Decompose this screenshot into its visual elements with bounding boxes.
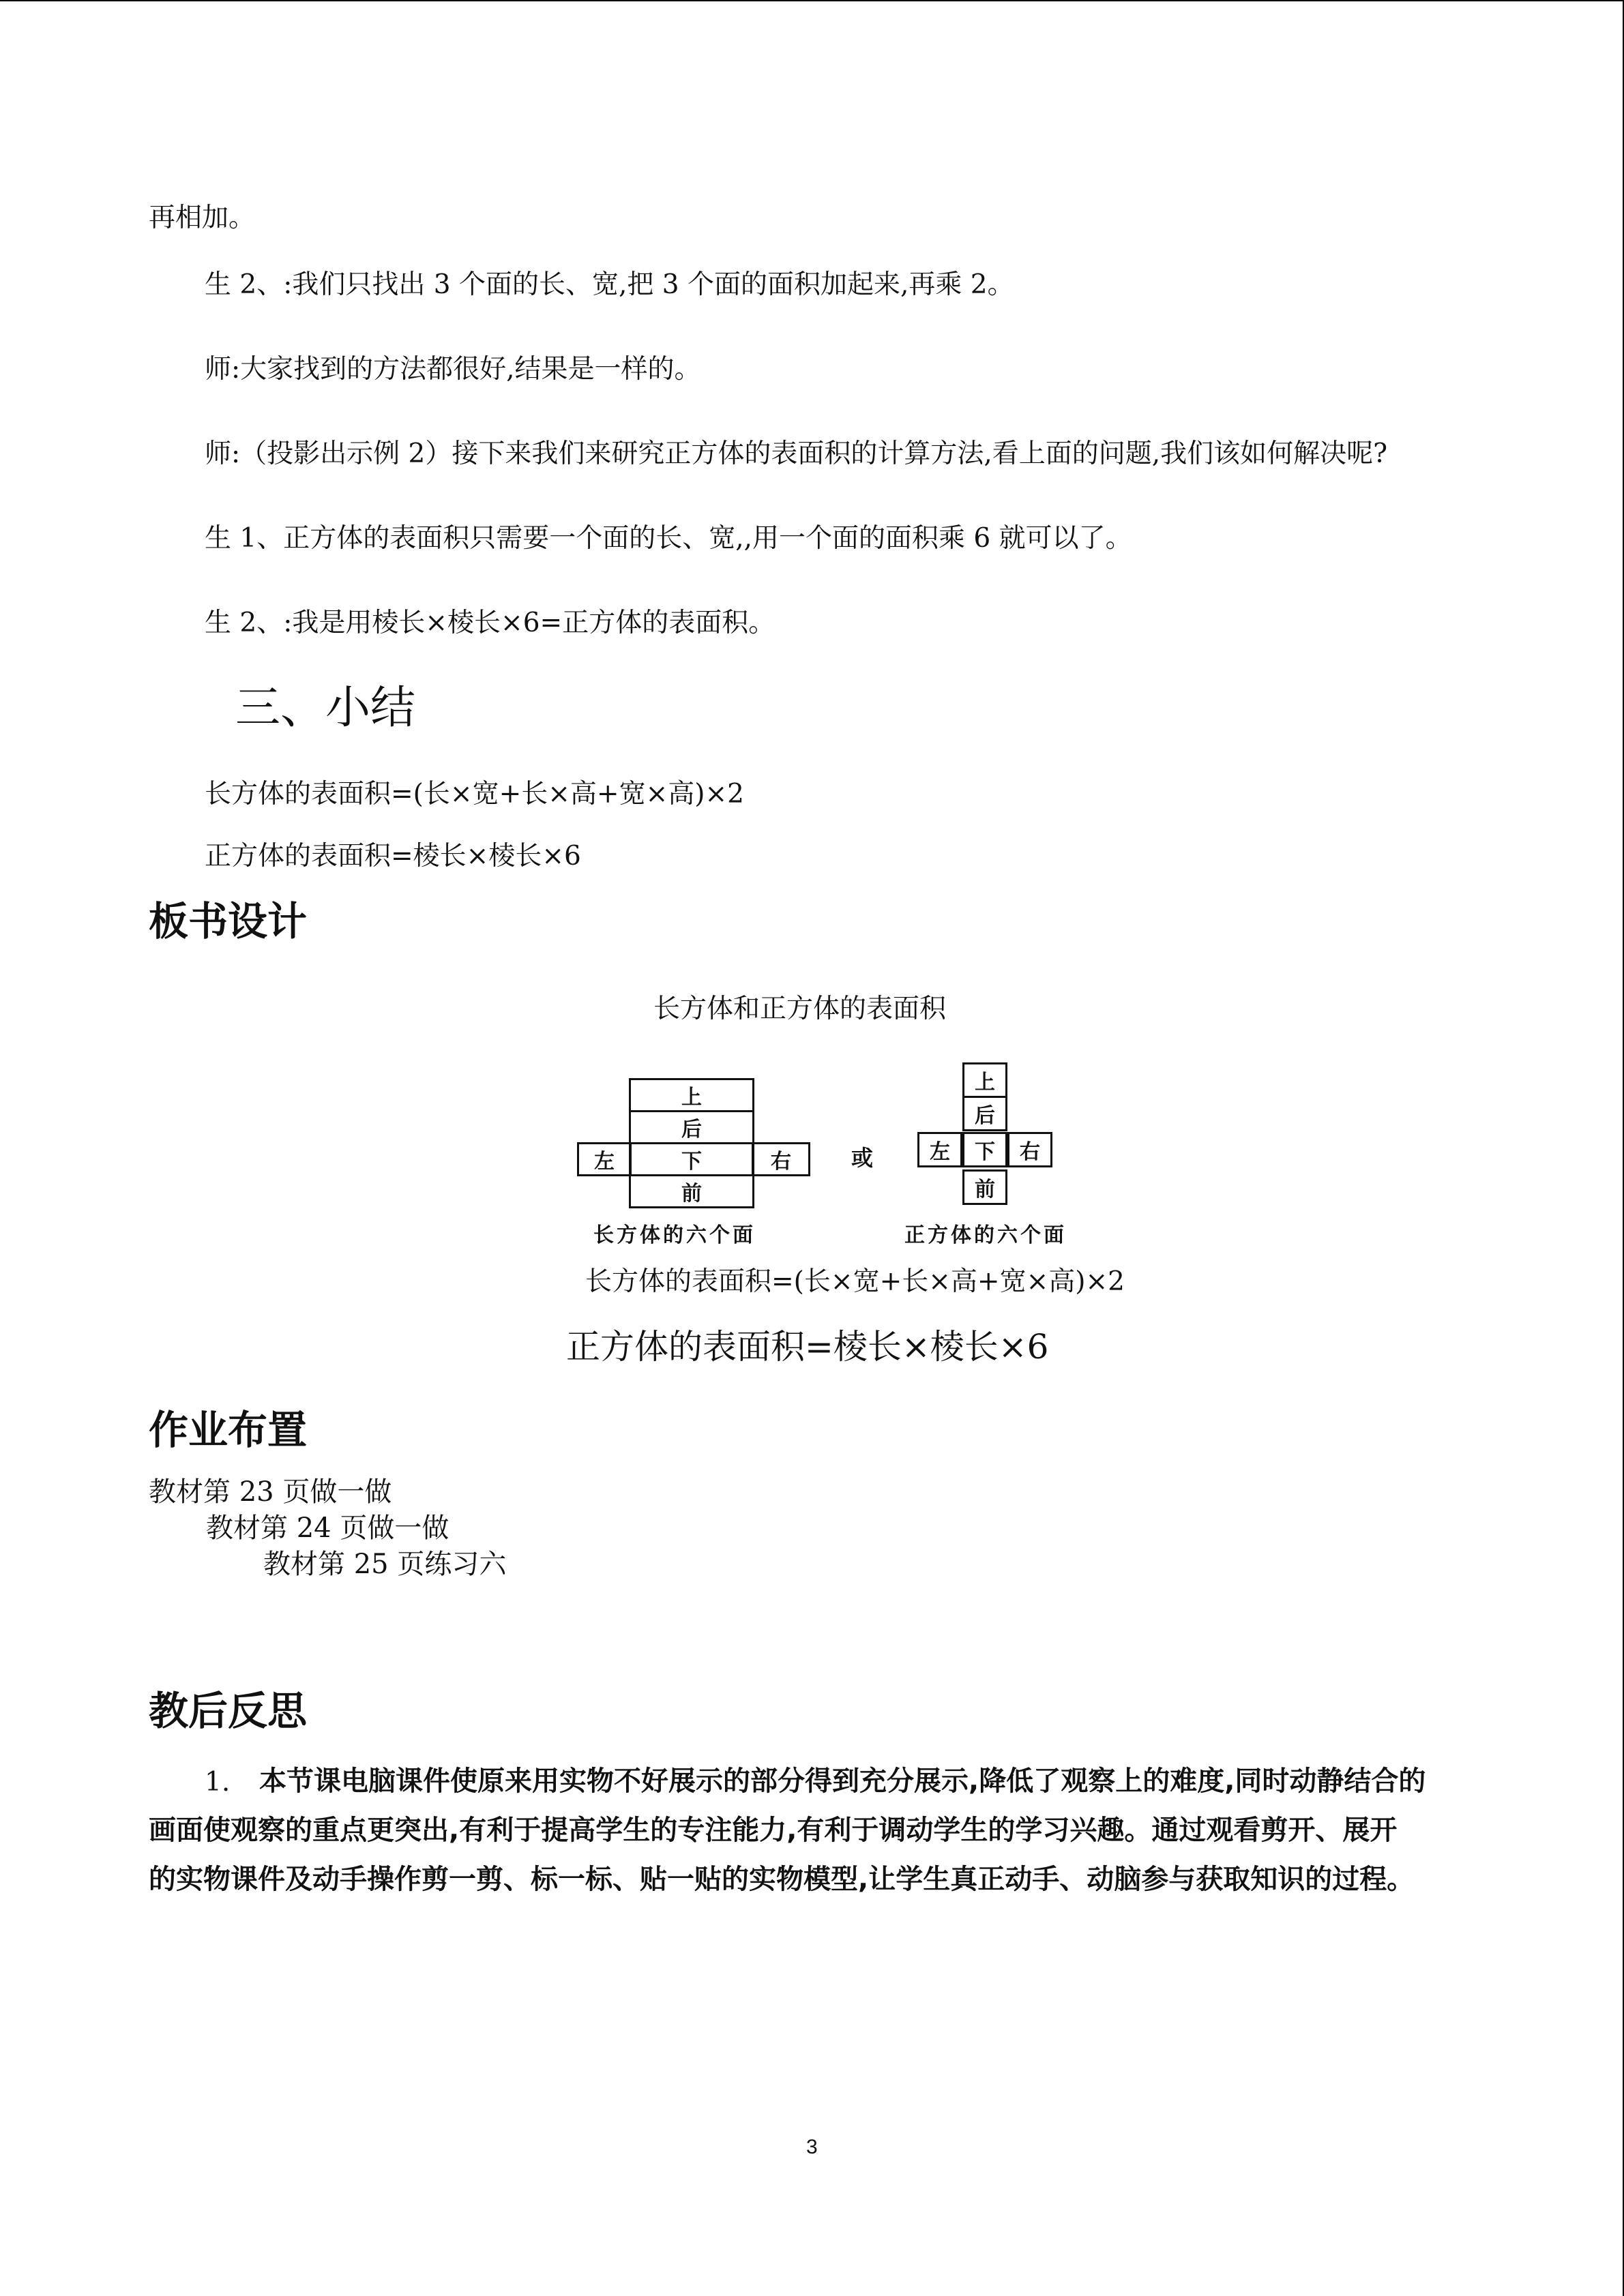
cube-face-left: 左 xyxy=(917,1132,962,1167)
rect-face-front: 前 xyxy=(629,1174,754,1208)
summary-heading: 三、小结 xyxy=(235,681,415,734)
or-label: 或 xyxy=(851,1145,874,1171)
cube-face-right: 右 xyxy=(1007,1132,1052,1167)
rect-face-left: 左 xyxy=(577,1142,632,1176)
homework-heading: 作业布置 xyxy=(149,1407,308,1453)
text-line: 再相加。 xyxy=(149,203,256,233)
page-number: 3 xyxy=(806,2136,818,2158)
rect-caption: 长方体的六个面 xyxy=(593,1223,756,1247)
cube-face-bottom: 下 xyxy=(962,1132,1007,1167)
board-formula-rect: 长方体的表面积=(长×宽+长×高+宽×高)×2 xyxy=(585,1266,1125,1297)
rect-face-right: 右 xyxy=(752,1142,810,1176)
cube-face-top: 上 xyxy=(962,1062,1007,1098)
text-line: 生 2、:我是用棱长×棱长×6=正方体的表面积。 xyxy=(205,608,776,638)
homework-item: 教材第 25 页练习六 xyxy=(263,1549,507,1580)
reflection-heading: 教后反思 xyxy=(149,1688,308,1734)
text-line: 师:大家找到的方法都很好,结果是一样的。 xyxy=(205,354,701,385)
rect-face-top: 上 xyxy=(629,1078,754,1112)
homework-item: 教材第 23 页做一做 xyxy=(149,1476,392,1508)
summary-formula-rect: 长方体的表面积=(长×宽+长×高+宽×高)×2 xyxy=(205,779,744,809)
cube-face-back: 后 xyxy=(962,1096,1007,1131)
reflection-line: 的实物课件及动手操作剪一剪、标一标、贴一贴的实物模型,让学生真正动手、动脑参与获取知识的过程。 xyxy=(149,1864,1415,1895)
reflection-item-number: 1. xyxy=(205,1767,231,1798)
reflection-line: 本节课电脑课件使原来用实物不好展示的部分得到充分展示,降低了观察上的难度,同时动静结合的 xyxy=(259,1765,1426,1797)
cube-face-front: 前 xyxy=(962,1169,1007,1205)
text-line: 师:（投影出示例 2）接下来我们来研究正方体的表面积的计算方法,看上面的问题,我们该如何解决呢? xyxy=(205,438,1388,469)
homework-item: 教材第 24 页做一做 xyxy=(206,1512,449,1544)
board-title: 长方体和正方体的表面积 xyxy=(653,994,947,1024)
rect-face-bottom: 下 xyxy=(629,1142,754,1176)
board-formula-cube: 正方体的表面积=棱长×棱长×6 xyxy=(566,1327,1049,1367)
reflection-line: 画面使观察的重点更突出,有利于提高学生的专注能力,有利于调动学生的学习兴趣。通过观看剪开、展开 xyxy=(149,1815,1398,1846)
cube-caption: 正方体的六个面 xyxy=(904,1223,1067,1247)
text-line: 生 2、:我们只找出 3 个面的长、宽,把 3 个面的面积加起来,再乘 2。 xyxy=(205,269,1014,300)
rect-face-back: 后 xyxy=(629,1110,754,1144)
text-line: 生 1、正方体的表面积只需要一个面的长、宽,,用一个面的面积乘 6 就可以了。 xyxy=(205,523,1132,554)
summary-formula-cube: 正方体的表面积=棱长×棱长×6 xyxy=(205,841,581,871)
board-heading: 板书设计 xyxy=(149,898,308,944)
